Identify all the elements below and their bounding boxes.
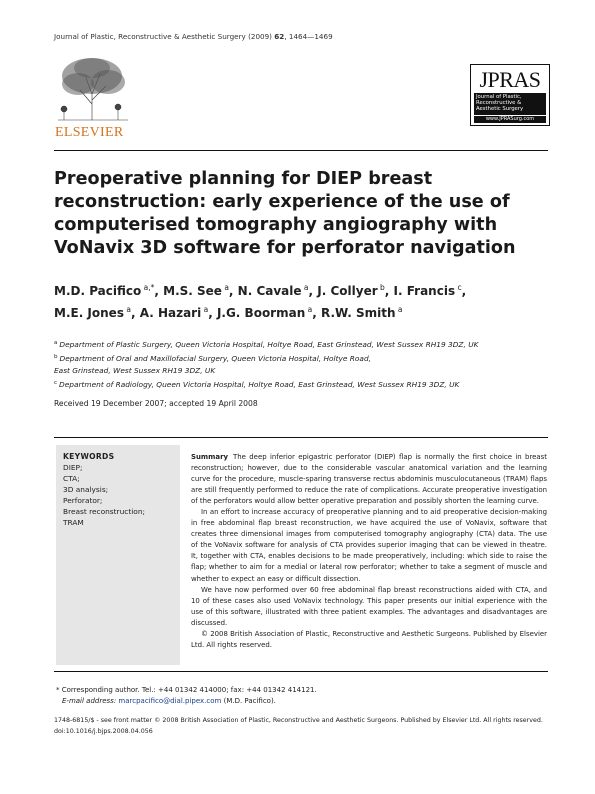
author-separator: ,	[228, 284, 238, 298]
author-line-1	[54, 279, 534, 301]
author-separator: ,	[461, 284, 467, 298]
author-name: J.G. Boorman	[216, 305, 306, 320]
header-rule	[54, 150, 548, 151]
author-list	[54, 279, 534, 322]
author-name: J. Collyer	[317, 284, 378, 298]
corresponding-author: * Corresponding author. Tel.: +44 01342 414000; fax: +44 01342 414121.	[56, 686, 317, 694]
abstract-text: The deep inferior epigastric perforator (DIEP) flap is normally the first choice in breast reconstruction; however, due to the considerable vascular anatomical variation and the learning curve for the procedure, muscle-sparing transverse rectus abdominis musculocutaneous (TRAM) flaps are still frequently performed to reduce the rate of complications. Accurate preoperative investigation of the perforators would allow better operative preparation and possibly shorten the learning curve.	[191, 453, 547, 506]
affiliation	[54, 365, 548, 377]
author-separator: ,	[384, 284, 394, 298]
affiliation-mark: c	[54, 380, 58, 386]
author-name: M.S. See	[163, 284, 222, 298]
keywords-list	[63, 462, 173, 528]
keyword: Perforator;	[63, 496, 103, 505]
abstract-bottom-rule	[54, 671, 548, 672]
author-separator: ,	[208, 305, 217, 320]
jpras-band-text: Journal of Plastic, Reconstructive & Aesthetic Surgery	[474, 93, 546, 115]
author-separator: ,	[308, 284, 318, 298]
abstract	[191, 452, 547, 651]
author-affiliation-mark: a	[301, 283, 309, 292]
doi: doi:10.1016/j.bjps.2008.04.056	[54, 728, 153, 735]
jpras-title: JPRAS	[479, 67, 541, 92]
email-line	[56, 696, 317, 707]
author-affiliation-mark: c	[455, 283, 462, 292]
author-name: N. Cavale	[237, 284, 302, 298]
jpras-url: www.JPRASurg.com	[474, 116, 546, 123]
keywords-box	[56, 445, 180, 665]
affiliation	[54, 351, 548, 365]
author-affiliation-mark: b	[377, 283, 385, 292]
author-affiliation-mark: a,*	[141, 283, 155, 292]
affiliation-mark: b	[54, 354, 58, 360]
affiliation-text: East Grinstead, West Sussex RH19 3DZ, UK	[54, 366, 216, 375]
affiliation-text: Department of Plastic Surgery, Queen Victoria Hospital, Holtye Road, East Grinstead, West Sussex RH19 3DZ, UK	[59, 340, 479, 349]
affiliation-mark: a	[54, 340, 58, 346]
author-separator: ,	[312, 305, 321, 320]
abstract-paragraph: We have now performed over 60 free abdominal flap breast reconstructions aided with CTA, and 10 of these cases also used VoNavix technology. This paper presents our initial experience with the use of this software, illustrated with three patient examples. The advantages and disadvantages are discussed.	[191, 585, 547, 627]
author-line-2	[54, 301, 534, 323]
affiliation-text: Department of Oral and Maxillofacial Surgery, Queen Victoria Hospital, Holtye Road,	[59, 354, 371, 363]
abstract-copyright: © 2008 British Association of Plastic, Reconstructive and Aesthetic Surgeons. Published by Elsevier Ltd. All rights reserved.	[191, 629, 547, 649]
author-name: M.D. Pacifico	[54, 284, 142, 298]
correspondence	[56, 685, 317, 707]
footer	[54, 715, 548, 737]
affiliation-text: Department of Radiology, Queen Victoria Hospital, Holtye Road, East Grinstead, West Sussex RH19 3DZ, UK	[59, 380, 460, 389]
keyword: TRAM	[63, 518, 84, 527]
author-affiliation-mark: a	[395, 304, 403, 314]
journal-name: Journal of Plastic, Reconstructive & Aesthetic Surgery (2009)	[54, 32, 272, 41]
journal-pages: , 1464—1469	[284, 32, 333, 41]
keyword: 3D analysis;	[63, 485, 109, 494]
abstract-paragraph: In an effort to increase accuracy of preoperative planning and to aid preoperative decision-making in free abdominal flap breast reconstruction, we have acquired the use of VoNavix, software that creates three dimensional images from computerised tomography angiography (CTA) data. The use of the VoNavix software for analysis of CTA provides superior imaging that can be viewed in theatre. It, together with CTA, enables decisions to be made preoperatively, including: which side to raise the flap; whether to aim for a medial or lateral row perforator; whether to take a segment of muscle and whether to expect an easy or difficult dissection.	[191, 508, 547, 583]
keyword: DIEP;	[63, 463, 83, 472]
abstract-paragraph	[191, 452, 547, 507]
affiliation	[54, 377, 548, 391]
author-affiliation-mark: a	[123, 304, 131, 314]
author-affiliation-mark: a	[305, 304, 313, 314]
author-name: I. Francis	[393, 284, 456, 298]
received-dates: Received 19 December 2007; accepted 19 April 2008	[54, 399, 258, 408]
journal-reference	[54, 32, 333, 41]
affiliations	[54, 337, 548, 391]
keywords-title: KEYWORDS	[63, 452, 115, 461]
jpras-logo	[470, 64, 550, 126]
abstract-label: Summary	[191, 453, 229, 461]
front-matter: 1748-6815/$ - see front matter © 2008 British Association of Plastic, Reconstructive and Aesthetic Surgeons. Published by Elsevier Ltd. All rights reserved.	[54, 717, 543, 724]
author-separator: ,	[154, 284, 164, 298]
article-title: Preoperative planning for DIEP breast reconstruction: early experience of the use of computerised tomography angiography with VoNavix 3D software for perforator navigation	[54, 169, 516, 258]
keyword: Breast reconstruction;	[63, 507, 145, 516]
author-name: A. Hazari	[139, 305, 202, 320]
keyword: CTA;	[63, 474, 80, 483]
abstract-top-rule	[54, 437, 548, 438]
author-name: M.E. Jones	[54, 305, 124, 320]
author-affiliation-mark: a	[201, 304, 209, 314]
journal-volume: 62	[274, 32, 285, 41]
affiliation	[54, 337, 548, 351]
author-affiliation-mark: a	[221, 283, 229, 292]
author-name: R.W. Smith	[320, 305, 396, 320]
author-separator: ,	[130, 305, 140, 320]
email-label: E-mail address:	[62, 697, 117, 705]
elsevier-wordmark: ELSEVIER	[55, 125, 124, 140]
email-link[interactable]: marcpacifico@dial.pipex.com	[118, 697, 222, 705]
email-suffix: (M.D. Pacifico).	[221, 697, 276, 705]
